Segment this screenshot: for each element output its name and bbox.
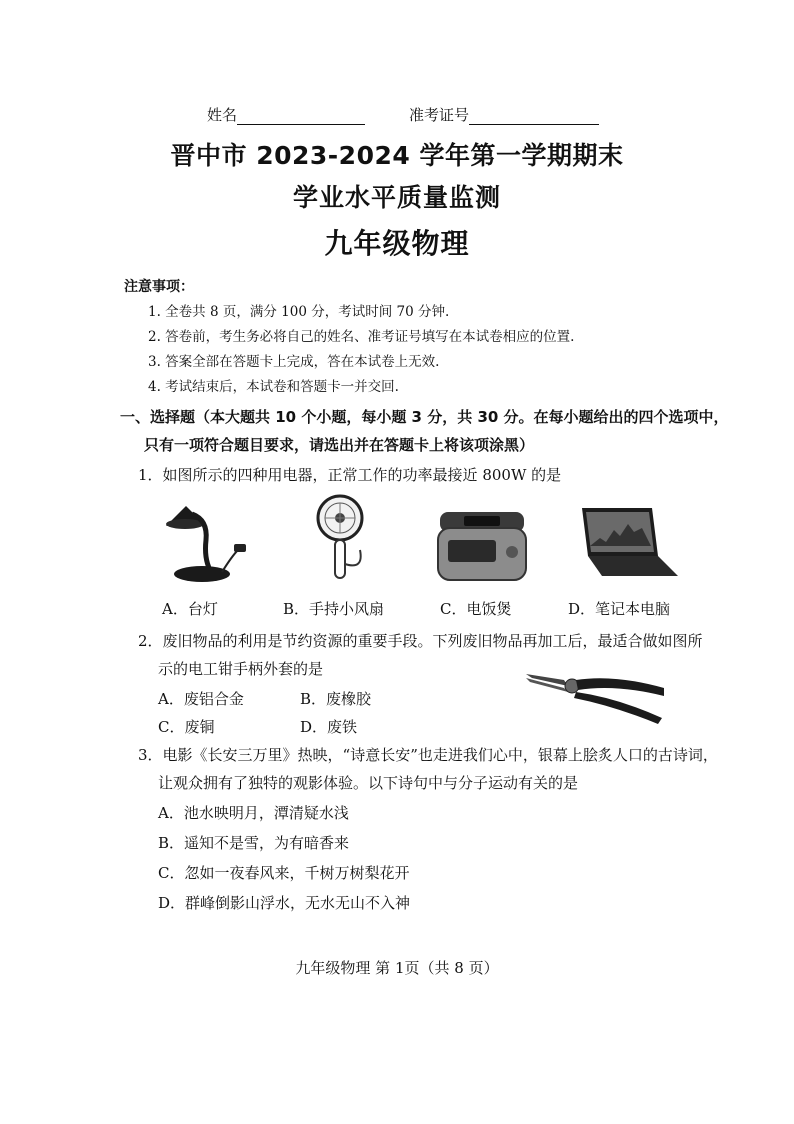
note-item: 1. 全卷共 8 页，满分 100 分，考试时间 70 分钟. (148, 304, 450, 320)
q2-option-b[interactable]: B．废橡胶 (300, 690, 372, 708)
name-blank (237, 108, 365, 125)
laptop-icon (576, 506, 680, 580)
section1-label: 一、选择题 (120, 408, 196, 426)
question-3-line2: 让观众拥有了独特的观影体验。以下诗句中与分子运动有关的是 (158, 774, 579, 792)
exam-id-label: 准考证号 (409, 106, 470, 124)
exam-title-line1: 晋中市 2023-2024 学年第一学期期末 (170, 141, 624, 170)
question-2-line1: 2．废旧物品的利用是节约资源的重要手段。下列废旧物品再加工后，最适合做如图所 (138, 632, 703, 650)
q1-option-a[interactable]: A．台灯 (162, 600, 218, 618)
question-1: 1．如图所示的四种用电器，正常工作的功率最接近 800W 的是 (138, 466, 562, 484)
q1-option-c[interactable]: C．电饭煲 (440, 600, 512, 618)
note-item: 3. 答案全部在答题卡上完成，答在本试卷上无效. (148, 354, 440, 370)
question-3-line1: 3．电影《长安三万里》热映，“诗意长安”也走进我们心中，银幕上脍炙人口的古诗词， (138, 746, 718, 764)
pliers-icon (524, 664, 674, 726)
exam-id-field (409, 104, 599, 125)
q3-option-b[interactable]: B．遥知不是雪，为有暗香来 (158, 834, 350, 852)
note-item: 2. 答卷前，考生务必将自己的姓名、准考证号填写在本试卷相应的位置. (148, 329, 575, 345)
desk-lamp-icon (152, 500, 252, 584)
section1-header (120, 406, 729, 427)
name-field (207, 104, 365, 125)
q3-option-a[interactable]: A．池水映明月，潭清疑水浅 (158, 804, 349, 822)
section1-instruction-1: （本大题共 10 个小题，每小题 3 分，共 30 分。在每小题给出的四个选项中， (195, 408, 729, 426)
notes-heading: 注意事项： (124, 279, 194, 295)
question-2-line2: 示的电工钳手柄外套的是 (158, 660, 324, 678)
section1-instruction-2: 只有一项符合题目要求，请选出并在答题卡上将该项涂黑） (144, 436, 535, 454)
exam-id-blank (469, 108, 599, 125)
q1-option-b[interactable]: B．手持小风扇 (283, 600, 385, 618)
page-footer: 九年级物理 第 1页（共 8 页） (295, 959, 499, 977)
rice-cooker-icon (434, 506, 530, 586)
q3-option-d[interactable]: D．群峰倒影山浮水，无水无山不入神 (158, 894, 411, 912)
exam-title-line2: 学业水平质量监测 (292, 183, 501, 212)
q2-option-a[interactable]: A．废铝合金 (158, 690, 244, 708)
name-label: 姓名 (207, 106, 238, 124)
exam-title-line3: 九年级物理 (324, 227, 470, 260)
candidate-info (207, 104, 599, 125)
handheld-fan-icon (308, 494, 378, 586)
q1-option-d[interactable]: D．笔记本电脑 (568, 600, 671, 618)
note-item: 4. 考试结束后，本试卷和答题卡一并交回. (148, 379, 399, 395)
q2-option-d[interactable]: D．废铁 (300, 718, 358, 736)
q3-option-c[interactable]: C．忽如一夜春风来，千树万树梨花开 (158, 864, 410, 882)
q2-option-c[interactable]: C．废铜 (158, 718, 215, 736)
